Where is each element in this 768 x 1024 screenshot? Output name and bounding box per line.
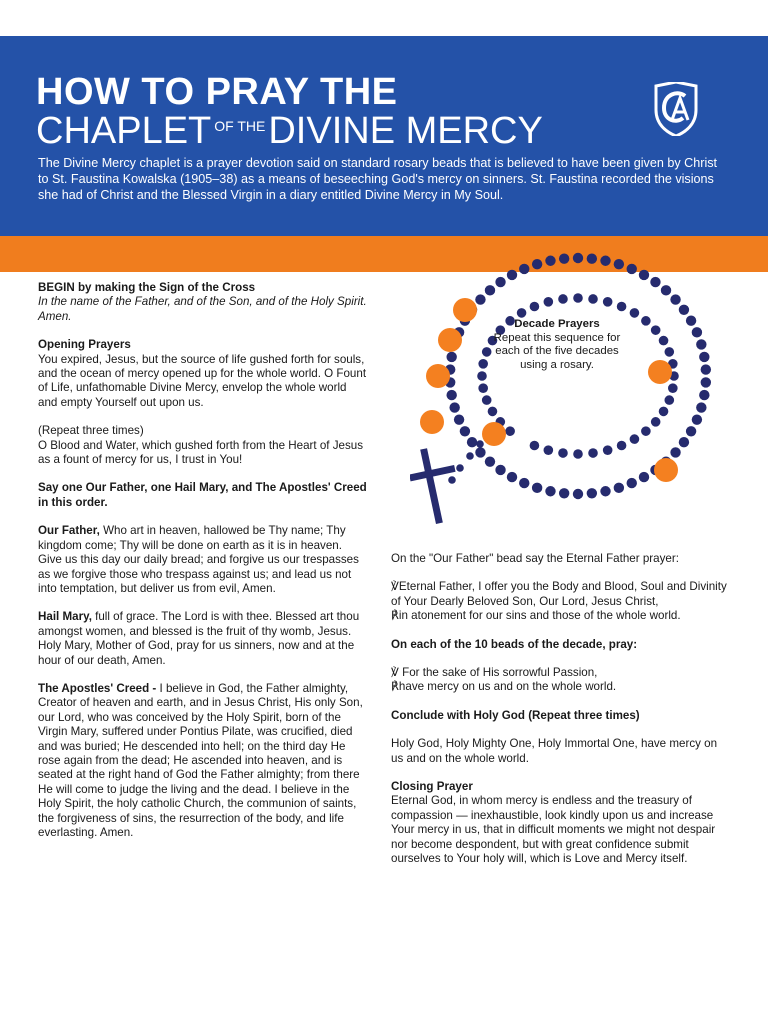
rosary-bead bbox=[519, 478, 529, 488]
rosary-bead bbox=[466, 452, 474, 460]
rosary-bead bbox=[670, 294, 680, 304]
rosary-bead bbox=[530, 441, 540, 451]
rosary-bead bbox=[488, 407, 498, 417]
rosary-bead bbox=[696, 339, 706, 349]
begin-heading: BEGIN by making the Sign of the Cross bbox=[38, 281, 256, 294]
rosary-bead bbox=[651, 417, 661, 427]
rosary-bead bbox=[495, 465, 505, 475]
our-father-bead bbox=[420, 410, 444, 434]
rosary-bead bbox=[507, 472, 517, 482]
left-column bbox=[38, 281, 368, 854]
rosary-bead bbox=[614, 483, 624, 493]
rosary-bead bbox=[699, 390, 709, 400]
our-father-label: Our Father, bbox=[38, 524, 100, 538]
creed-label: The Apostles' Creed - bbox=[38, 681, 157, 695]
our-father-bead bbox=[438, 328, 462, 352]
rosary-bead bbox=[587, 488, 597, 498]
rosary-bead bbox=[573, 449, 583, 459]
rosary-bead bbox=[686, 316, 696, 326]
rosary-bead bbox=[545, 256, 555, 266]
rosary-bead bbox=[630, 434, 640, 444]
rosary-bead bbox=[617, 302, 627, 312]
rosary-bead bbox=[701, 377, 711, 387]
rosary-bead bbox=[641, 426, 651, 436]
our-father-bead bbox=[482, 422, 506, 446]
rosary-bead bbox=[696, 402, 706, 412]
rosary-bead bbox=[475, 294, 485, 304]
decade-prayers-title: Decade Prayers bbox=[514, 318, 600, 330]
repeat-section bbox=[38, 424, 368, 467]
right-column bbox=[391, 552, 731, 881]
rosary-bead bbox=[639, 270, 649, 280]
rosary-bead bbox=[641, 316, 651, 326]
rosary-bead bbox=[686, 426, 696, 436]
eternal-father-versicle: ℣Eternal Father, I offer you the Body and Blood, Soul and Divinity of Your Dearly Beloved Son, Our Lord, Jesus Christ, bbox=[391, 580, 727, 608]
rosary-bead bbox=[603, 445, 613, 455]
decade-prayers-label bbox=[484, 318, 630, 372]
rosary-bead bbox=[650, 277, 660, 287]
sorrowful-passion-section bbox=[391, 666, 731, 695]
our-father-bead bbox=[426, 364, 450, 388]
page-title-line2 bbox=[36, 106, 543, 151]
eternal-father-response: ℟in atonement for our sins and those of the whole world. bbox=[391, 609, 681, 623]
title-divine-mercy: DIVINE MERCY bbox=[268, 110, 543, 152]
rosary-bead bbox=[505, 426, 515, 436]
rosary-bead bbox=[485, 456, 495, 466]
rosary-bead bbox=[558, 294, 568, 304]
rosary-bead bbox=[600, 486, 610, 496]
rosary-bead bbox=[614, 259, 624, 269]
rosary-bead bbox=[448, 476, 456, 484]
rosary-bead bbox=[446, 390, 456, 400]
our-father-bead bbox=[648, 360, 672, 384]
rosary-bead bbox=[507, 270, 517, 280]
hail-mary-section bbox=[38, 610, 368, 668]
rosary-bead bbox=[544, 297, 554, 307]
rosary-bead bbox=[532, 259, 542, 269]
rosary-bead bbox=[467, 437, 477, 447]
rosary-bead bbox=[544, 445, 554, 455]
rosary-bead bbox=[665, 395, 675, 405]
top-margin bbox=[0, 0, 768, 36]
rosary-illustration bbox=[410, 248, 728, 538]
title-of-the: OF THE bbox=[214, 118, 266, 134]
rosary-bead bbox=[449, 402, 459, 412]
rosary-bead bbox=[532, 483, 542, 493]
rosary-bead bbox=[670, 447, 680, 457]
conclude-heading: Conclude with Holy God (Repeat three times) bbox=[391, 708, 640, 722]
repeat-text: O Blood and Water, which gushed forth from the Heart of Jesus as a fount of mercy for us, I trust in You! bbox=[38, 438, 364, 467]
cross-vertical bbox=[420, 448, 443, 524]
rosary-bead bbox=[573, 293, 583, 303]
rosary-bead bbox=[668, 383, 678, 393]
rosary-bead bbox=[679, 437, 689, 447]
closing-section bbox=[391, 780, 731, 866]
page-title-line1: HOW TO PRAY THE bbox=[36, 71, 398, 113]
rosary-bead bbox=[573, 253, 583, 263]
holy-god-text: Holy God, Holy Mighty One, Holy Immortal One, have mercy on us and on the whole world. bbox=[391, 737, 718, 765]
our-father-text: Who art in heaven, hallowed be Thy name; Thy kingdom come; Thy will be done on earth as it is in heaven. Give us this day our daily bread; and forgive us our trespasses as we forgive those who trespass against us; and lead us not into temptation, but deliver us from evil, Amen. bbox=[38, 524, 359, 595]
rosary-bead bbox=[559, 253, 569, 263]
closing-text: Eternal God, in whom mercy is endless and the treasury of compassion — inexhaustible, look kindly upon us and increase Your mercy in us, that in difficult moments we might not despair nor become despondent, but with great confidence submit ourselves to Your holy will, which is Love and Mercy itself. bbox=[391, 794, 716, 866]
rosary-bead bbox=[661, 285, 671, 295]
our-father-bead bbox=[453, 298, 477, 322]
rosary-bead bbox=[600, 256, 610, 266]
rosary-bead bbox=[460, 426, 470, 436]
rosary-bead bbox=[559, 488, 569, 498]
our-father-section bbox=[38, 524, 368, 596]
ca-shield-logo-icon bbox=[652, 82, 700, 136]
rosary-bead bbox=[692, 327, 702, 337]
opening-text: You expired, Jesus, but the source of life gushed forth for souls, and the ocean of mercy opened up for the whole world. O Fount of Life, unfathomable Divine Mercy, envelop the whole world and empty Yourself out upon us. bbox=[38, 352, 367, 409]
rosary-bead bbox=[630, 308, 640, 318]
rosary-bead bbox=[475, 447, 485, 457]
rosary-bead bbox=[665, 347, 675, 357]
hail-mary-label: Hail Mary, bbox=[38, 610, 92, 624]
sorrowful-versicle: ℣ For the sake of His sorrowful Passion, bbox=[391, 666, 598, 680]
rosary-bead bbox=[558, 448, 568, 458]
intro-paragraph: The Divine Mercy chaplet is a prayer devotion said on standard rosary beads that is believed to have been given by Christ to St. Faustina Kowalska (1905–38) as a means of beseeching God's mercy on sinners. St. Faustina recorded the visions she had of Christ and the Blessed Virgin in a diary entitled Divine Mercy in My Soul. bbox=[38, 156, 718, 202]
decade-prayers-text: Repeat this sequence for each of the five decades using a rosary. bbox=[493, 331, 621, 371]
rosary-bead bbox=[485, 285, 495, 295]
title-chaplet: CHAPLET bbox=[36, 110, 212, 152]
rosary-bead bbox=[627, 478, 637, 488]
begin-text: In the name of the Father, and of the Son, and of the Holy Spirit. Amen. bbox=[38, 295, 367, 323]
rosary-bead bbox=[530, 302, 540, 312]
rosary-bead bbox=[519, 264, 529, 274]
repeat-note: (Repeat three times) bbox=[38, 424, 144, 438]
rosary-bead bbox=[482, 395, 492, 405]
our-father-bead-instruction: On the "Our Father" bead say the Eternal Father prayer: bbox=[391, 552, 679, 565]
rosary-bead bbox=[639, 472, 649, 482]
rosary-bead bbox=[587, 253, 597, 263]
rosary-bead bbox=[701, 364, 711, 374]
eternal-father-section bbox=[391, 580, 731, 623]
rosary-bead bbox=[477, 371, 487, 381]
rosary-bead bbox=[651, 325, 661, 335]
rosary-bead bbox=[573, 489, 583, 499]
rosary-bead bbox=[517, 308, 527, 318]
rosary-bead bbox=[456, 464, 464, 472]
rosary-bead bbox=[692, 414, 702, 424]
rosary-bead bbox=[617, 441, 627, 451]
rosary-bead bbox=[603, 297, 613, 307]
rosary-bead bbox=[545, 486, 555, 496]
say-one-heading: Say one Our Father, one Hail Mary, and The Apostles' Creed in this order. bbox=[38, 481, 367, 509]
opening-heading: Opening Prayers bbox=[38, 338, 131, 352]
rosary-bead bbox=[476, 440, 484, 448]
rosary-bead bbox=[454, 414, 464, 424]
rosary-bead bbox=[699, 352, 709, 362]
rosary-bead bbox=[627, 264, 637, 274]
sorrowful-response: ℟have mercy on us and on the whole world. bbox=[391, 680, 617, 694]
rosary-bead bbox=[446, 352, 456, 362]
rosary-bead bbox=[588, 294, 598, 304]
rosary-bead bbox=[478, 383, 488, 393]
rosary-bead bbox=[588, 448, 598, 458]
creed-text: I believe in God, the Father almighty, Creator of heaven and earth, and in Jesus Christ, His only Son, our Lord, who was conceived by the Holy Spirit, born of the Virgin Mary, suffered under Pontius Pilate, was crucified, died and was buried; He descended into hell; on the third day He rose again from the dead; He ascended into heaven, and is seated at the right hand of God the Father almighty; from there He will come to judge the living and the dead. I believe in the Holy Spirit, the holy catholic Church, the communion of saints, the forgiveness of sins, the resurrection of the body, and life everlasting. Amen. bbox=[38, 681, 363, 839]
rosary-bead bbox=[659, 336, 669, 346]
opening-section bbox=[38, 338, 368, 410]
closing-heading: Closing Prayer bbox=[391, 780, 473, 794]
begin-section bbox=[38, 281, 368, 324]
creed-section bbox=[38, 682, 368, 840]
rosary-bead bbox=[659, 407, 669, 417]
our-father-bead bbox=[654, 458, 678, 482]
rosary-bead bbox=[679, 305, 689, 315]
hail-mary-text: full of grace. The Lord is with thee. Blessed art thou amongst women, and blessed is the fruit of thy womb, Jesus. Holy Mary, Mother of God, pray for us sinners, now and at the hour of our death, Amen. bbox=[38, 610, 360, 667]
ten-beads-heading: On each of the 10 beads of the decade, pray: bbox=[391, 637, 638, 651]
rosary-bead bbox=[495, 277, 505, 287]
